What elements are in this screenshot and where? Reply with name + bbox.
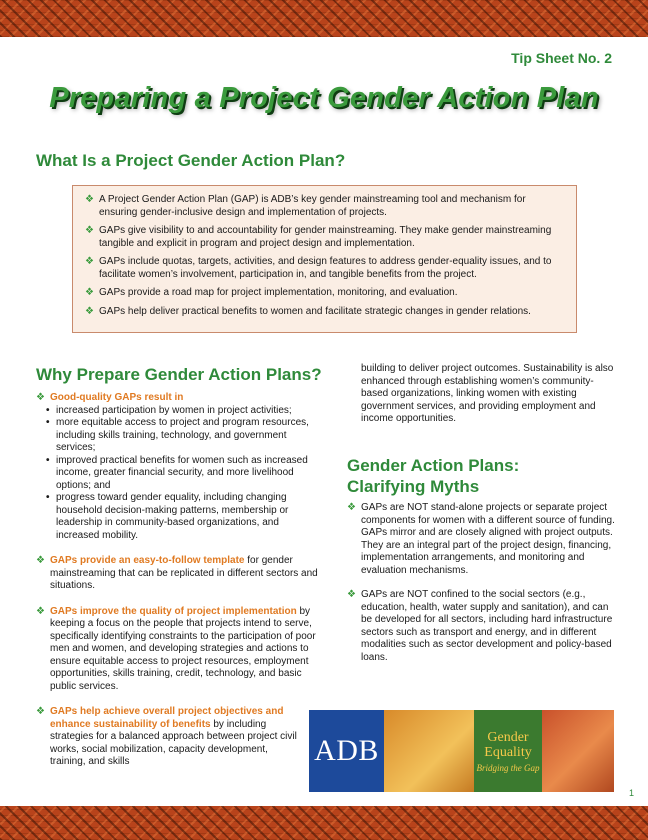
diamond-bullet-icon: ❖ bbox=[347, 589, 356, 600]
list-item: ❖ GAPs are NOT stand-alone projects or separate project components for women with a different source of funding. GAPs mirror and are closely aligned with project outputs. They are an integral part of the project design, financing, implementation arrangements, and monitoring and evaluation mechanisms. bbox=[347, 502, 615, 576]
diamond-bullet-icon: ❖ bbox=[36, 706, 45, 717]
sub-list-item: • increased participation by women in project activities; bbox=[46, 405, 324, 418]
list-item: ❖ GAPs help deliver practical benefits to women and facilitate strategic changes in gender relations. bbox=[85, 305, 531, 317]
diamond-bullet-icon: ❖ bbox=[347, 502, 356, 513]
left-column bbox=[36, 392, 324, 769]
diamond-bullet-icon: ❖ bbox=[36, 392, 45, 403]
section-heading-what-is: What Is a Project Gender Action Plan? bbox=[36, 151, 346, 170]
section-heading-why-prepare: Why Prepare Gender Action Plans? bbox=[36, 365, 322, 384]
list-item: ❖ GAPs include quotas, targets, activities, and design features to address gender-equality issues, and to facilitate women’s involvement, participation in, and tangible benefits from the project. bbox=[85, 256, 552, 280]
adb-logo: ADB bbox=[309, 710, 384, 792]
bottom-pattern-band bbox=[0, 806, 648, 840]
diamond-bullet-icon: ❖ bbox=[85, 256, 94, 267]
diamond-bullet-icon: ❖ bbox=[36, 555, 45, 566]
top-pattern-band bbox=[0, 0, 648, 37]
section-heading-myths: Gender Action Plans: Clarifying Myths bbox=[347, 456, 520, 496]
list-item: ❖ A Project Gender Action Plan (GAP) is ADB’s key gender mainstreaming tool and mechanism for ensuring gender-inclusive design and implementation of projects. bbox=[85, 194, 526, 218]
sub-list bbox=[36, 405, 324, 543]
diamond-bullet-icon: ❖ bbox=[85, 305, 94, 317]
list-item: ❖ GAPs provide an easy-to-follow template for gender mainstreaming that can be replicated in different sectors and situations. bbox=[36, 555, 318, 591]
girl-photo-right bbox=[542, 710, 614, 792]
woman-photo-left bbox=[384, 710, 474, 792]
tip-sheet-number: Tip Sheet No. 2 bbox=[511, 50, 612, 66]
diamond-bullet-icon: ❖ bbox=[85, 225, 94, 236]
diamond-bullet-icon: ❖ bbox=[85, 287, 94, 298]
list-item: ❖ GAPs are NOT confined to the social sectors (e.g., education, health, water supply and sanitation), and can be developed for all sectors, including hard infrastructure sectors such as transport and energy, and in different modalities such as sector development and policy-based loans. bbox=[347, 589, 613, 663]
definition-box bbox=[72, 185, 577, 333]
list-item: ❖ GAPs provide a road map for project implementation, monitoring, and evaluation. bbox=[85, 287, 458, 298]
list-item: ❖ Good-quality GAPs result in bbox=[36, 392, 184, 403]
gender-equality-logo: Gender Equality Bridging the Gap bbox=[474, 710, 542, 792]
diamond-bullet-icon: ❖ bbox=[85, 194, 94, 205]
diamond-bullet-icon: ❖ bbox=[36, 605, 45, 617]
list-item: ❖ GAPs give visibility to and accountability for gender mainstreaming. They make gender mainstreaming tangible and explicit in program and project design and implementation. bbox=[85, 225, 552, 249]
list-item: ❖ GAPs help achieve overall project objectives and enhance sustainability of benefits by including strategies for a balanced approach between project civil works, social mobilization, capacity development, training, and skills bbox=[36, 706, 297, 767]
sub-list-item: • improved practical benefits for women such as increased income, greater financial security, and more livelihood options; and bbox=[46, 455, 324, 493]
myths-list bbox=[347, 502, 615, 664]
continuation-paragraph: building to deliver project outcomes. Sustainability is also enhanced through establishing women’s community-based organizations, linking women with existing government services, and providing employment and income opportunities. bbox=[361, 363, 614, 424]
list-item: ❖ GAPs improve the quality of project implementation by keeping a focus on the people that projects intend to serve, specifically identifying constraints to the participation of poor men and women, and developing strategies and actions to ensure equitable access to project resources, employment opportunities, skills training, credit, technology, and basic public services. bbox=[36, 605, 316, 692]
sub-list-item: • progress toward gender equality, including changing household decision-making patterns, membership or leadership in community-based organizations, and increased mobility. bbox=[46, 492, 324, 542]
page-title: Preparing a Project Gender Action Plan bbox=[49, 82, 599, 114]
sub-list-item: • more equitable access to project and program resources, including skills training, technology, and government services; bbox=[46, 417, 324, 455]
adb-gender-banner bbox=[309, 710, 614, 792]
page-number: 1 bbox=[628, 788, 634, 798]
